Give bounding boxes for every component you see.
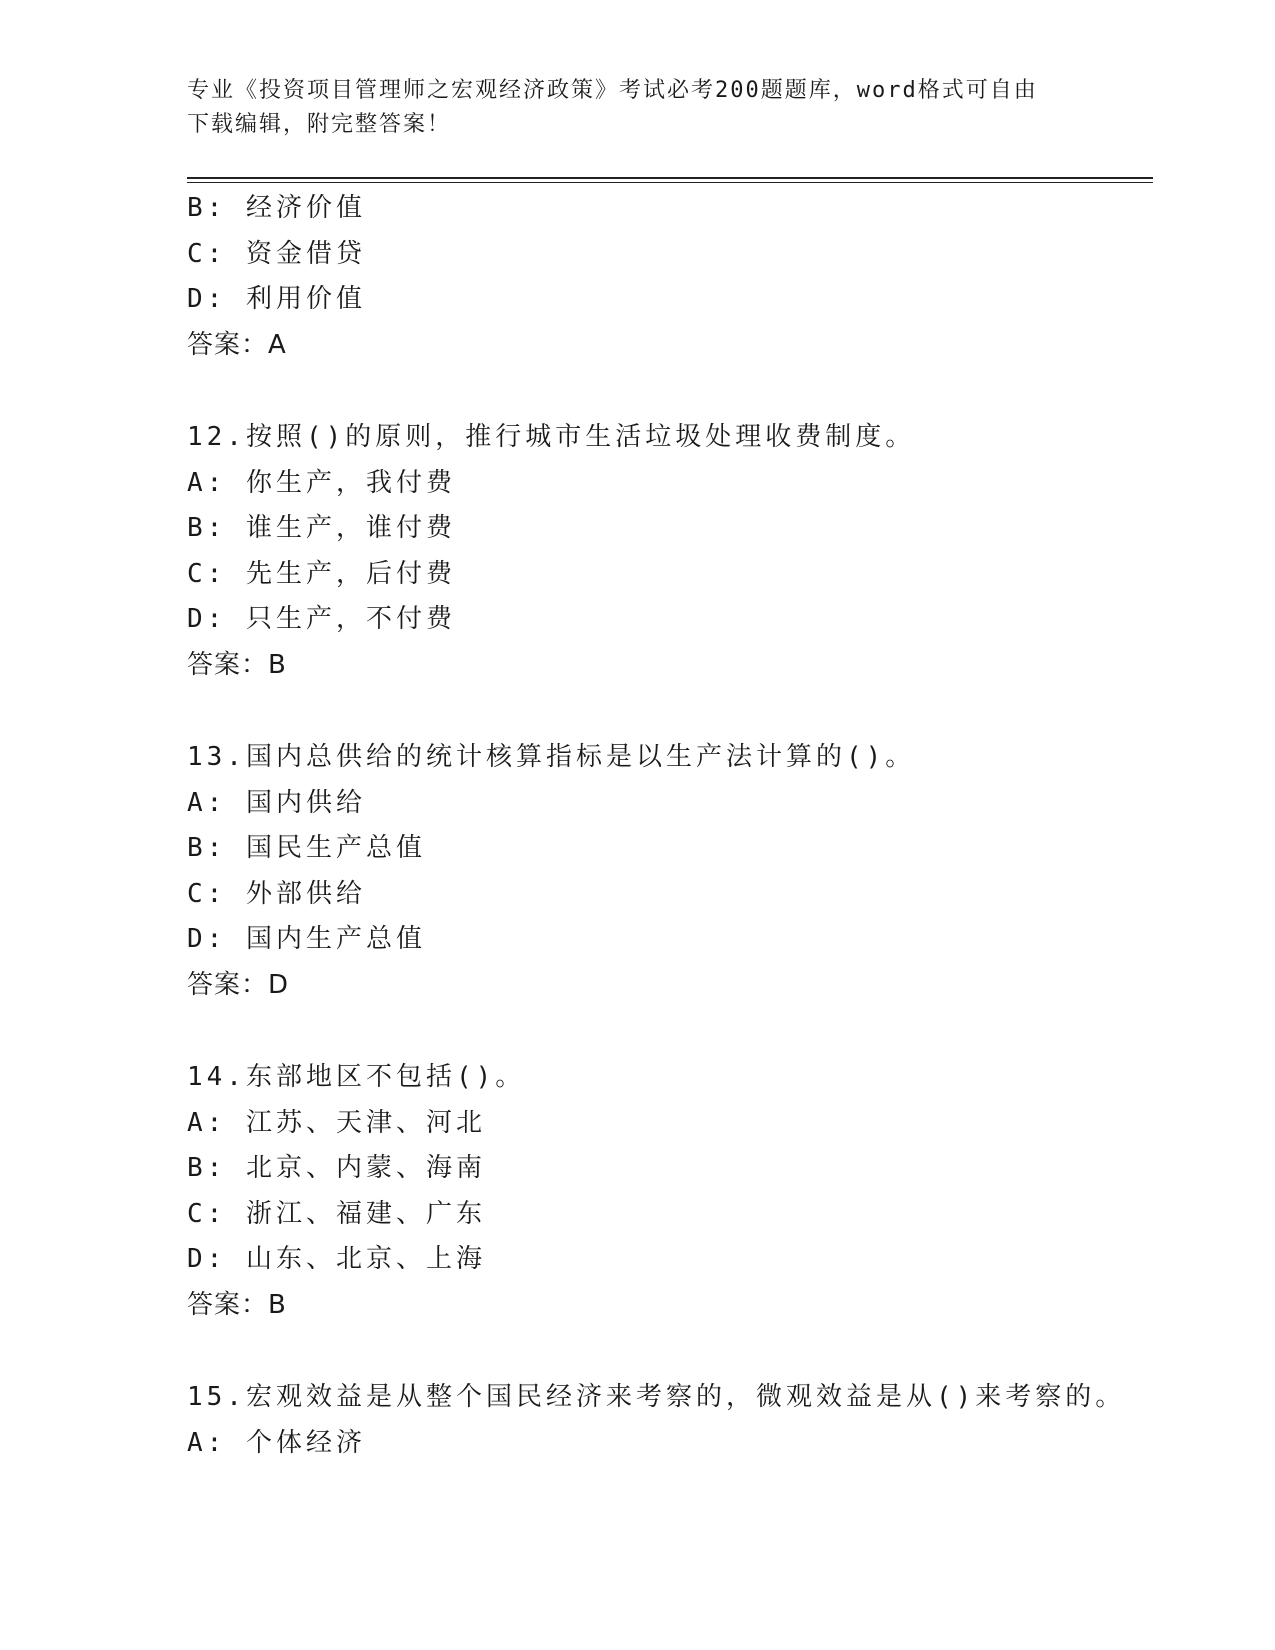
option-b: B: 谁生产，谁付费 [187,513,456,543]
question-12 [187,415,1153,688]
header-line-1: 专业《投资项目管理师之宏观经济政策》考试必考200题题库，word格式可自由 [187,78,1038,103]
header-divider-thin [187,182,1153,183]
option-c: C: 浙江、福建、广东 [187,1198,486,1229]
option-a: A: 国内供给 [187,787,366,818]
option-b: B: 北京、内蒙、海南 [187,1153,486,1183]
question-text: 12.按照()的原则，推行城市生活垃圾处理收费制度。 [187,422,916,452]
answer-line: 答案：A [187,329,287,360]
question-text: 15.宏观效益是从整个国民经济来考察的，微观效益是从()来考察的。 [187,1382,1126,1412]
question-list [187,186,1153,1466]
question-text: 14.东部地区不包括()。 [187,1062,526,1092]
option-c: C: 先生产，后付费 [187,558,456,589]
option-d: D: 国内生产总值 [187,924,426,954]
question-15 [187,1375,1153,1466]
spacer [187,368,1153,415]
header-line-2: 下载编辑，附完整答案！ [187,112,452,137]
question-14 [187,1055,1153,1328]
question-11-continued [187,186,1153,368]
answer-line: 答案：B [187,649,287,680]
option-d: D: 利用价值 [187,284,366,314]
option-d: D: 只生产，不付费 [187,604,456,634]
question-13 [187,735,1153,1008]
answer-line: 答案：D [187,969,290,1000]
option-a: A: 江苏、天津、河北 [187,1107,486,1138]
question-text: 13.国内总供给的统计核算指标是以生产法计算的()。 [187,742,916,772]
spacer [187,688,1153,735]
option-b: B: 国民生产总值 [187,833,426,863]
document-header [187,74,1067,142]
answer-line: 答案：B [187,1289,287,1320]
spacer [187,1008,1153,1055]
option-c: C: 外部供给 [187,878,366,909]
option-b: B: 经济价值 [187,193,366,223]
option-c: C: 资金借贷 [187,238,366,269]
option-a: A: 个体经济 [187,1427,366,1458]
option-d: D: 山东、北京、上海 [187,1244,486,1274]
header-divider-thick [187,177,1153,179]
spacer [187,1328,1153,1375]
option-a: A: 你生产，我付费 [187,467,456,498]
